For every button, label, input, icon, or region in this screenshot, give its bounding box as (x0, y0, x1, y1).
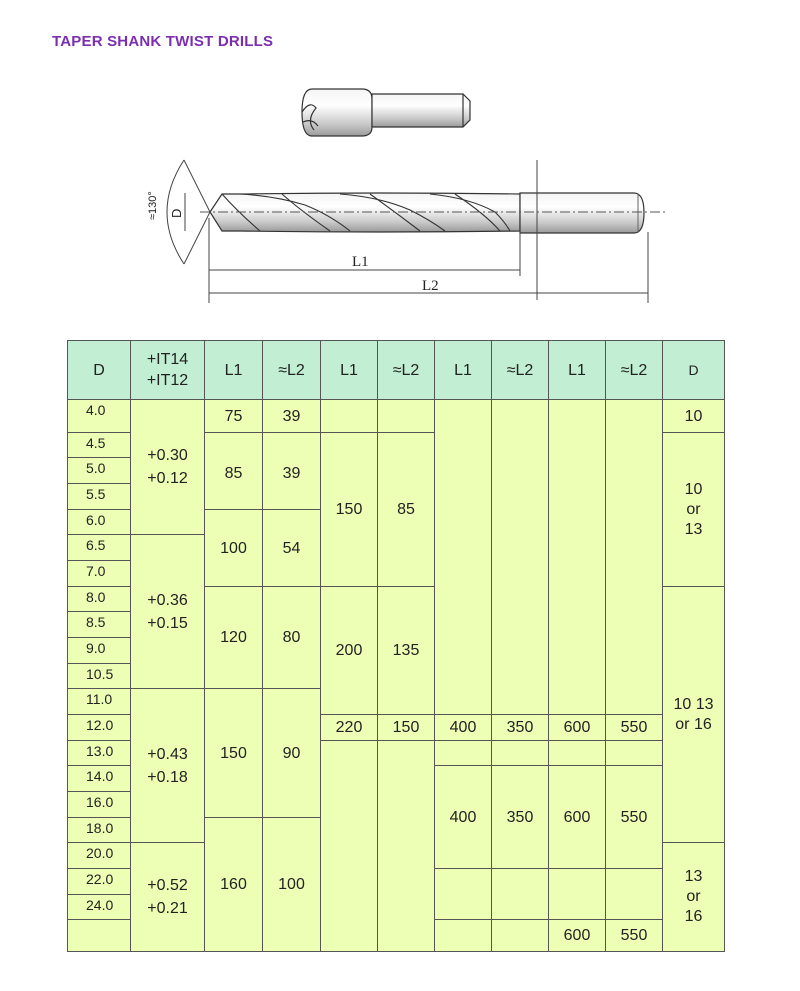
shank-d-cell: 10 or 13 (663, 433, 725, 587)
diameter-cell: 6.5 (68, 535, 131, 561)
empty-cell (606, 741, 663, 766)
header-l2: ≈L2 (606, 341, 663, 400)
empty-cell (435, 920, 492, 952)
header-l1: L1 (549, 341, 606, 400)
l1-cell: 100 (205, 510, 263, 587)
l2-cell: 100 (263, 818, 321, 952)
empty-cell (435, 400, 492, 715)
shank-d-cell: 13 or 16 (663, 843, 725, 952)
l1-cell: 200 (321, 587, 378, 715)
empty-cell (549, 741, 606, 766)
l1-cell: 600 (549, 920, 606, 952)
l2-cell: 85 (378, 433, 435, 587)
l1-cell: 600 (549, 766, 606, 869)
empty-cell (549, 869, 606, 920)
diameter-cell: 24.0 (68, 895, 131, 920)
diameter-cell: 10.5 (68, 664, 131, 689)
l1-label: L1 (352, 254, 369, 270)
header-l1: L1 (321, 341, 378, 400)
l1-cell: 150 (205, 689, 263, 818)
diameter-cell: 8.0 (68, 587, 131, 612)
l2-label: L2 (422, 278, 439, 294)
empty-cell (492, 920, 549, 952)
l2-cell: 350 (492, 766, 549, 869)
tolerance-cell: +0.52 +0.21 (131, 843, 205, 952)
empty-cell (492, 869, 549, 920)
drill-spec-table (67, 340, 725, 952)
l1-cell: 120 (205, 587, 263, 689)
empty-cell (321, 400, 378, 433)
diameter-cell: 22.0 (68, 869, 131, 895)
diameter-cell: 5.5 (68, 484, 131, 510)
drill-drawing (0, 0, 800, 330)
empty-cell (378, 400, 435, 433)
diameter-cell: 7.0 (68, 561, 131, 587)
header-l1: L1 (205, 341, 263, 400)
empty-cell (606, 869, 663, 920)
drill-main-view (200, 193, 668, 233)
l2-cell: 350 (492, 715, 549, 741)
diameter-cell: 6.0 (68, 510, 131, 535)
diameter-cell: 14.0 (68, 766, 131, 792)
empty-cell (492, 741, 549, 766)
tolerance-cell: +0.43 +0.18 (131, 689, 205, 843)
diameter-cell: 16.0 (68, 792, 131, 818)
l1-cell: 220 (321, 715, 378, 741)
diameter-label: D (169, 208, 184, 218)
l2-cell: 550 (606, 766, 663, 869)
header-l2: ≈L2 (263, 341, 321, 400)
diameter-cell: 5.0 (68, 458, 131, 484)
empty-cell (435, 741, 492, 766)
header-d: D (68, 341, 131, 400)
diameter-cell: 12.0 (68, 715, 131, 741)
l2-cell: 39 (263, 433, 321, 510)
angle-label: ≈130° (147, 191, 159, 220)
header-l1: L1 (435, 341, 492, 400)
header-tolerance: +IT14 +IT12 (131, 341, 205, 400)
l2-cell: 39 (263, 400, 321, 433)
shank-d-cell: 10 13 or 16 (663, 587, 725, 843)
diameter-cell: 4.0 (68, 400, 131, 433)
l1-cell: 85 (205, 433, 263, 510)
l2-cell: 90 (263, 689, 321, 818)
l2-cell: 150 (378, 715, 435, 741)
diameter-cell: 13.0 (68, 741, 131, 766)
diameter-cell (68, 920, 131, 952)
diameter-cell: 4.5 (68, 433, 131, 458)
tolerance-cell: +0.30 +0.12 (131, 400, 205, 535)
l1-cell: 75 (205, 400, 263, 433)
empty-cell (549, 400, 606, 715)
shank-d-cell: 10 (663, 400, 725, 433)
l1-cell: 160 (205, 818, 263, 952)
diameter-cell: 8.5 (68, 612, 131, 638)
header-row (68, 341, 725, 400)
drill-side-view (302, 89, 470, 136)
l1-cell: 400 (435, 766, 492, 869)
l1-cell: 150 (321, 433, 378, 587)
diameter-cell: 20.0 (68, 843, 131, 869)
header-l2: ≈L2 (378, 341, 435, 400)
l2-cell: 135 (378, 587, 435, 715)
l1-cell: 600 (549, 715, 606, 741)
empty-cell (435, 869, 492, 920)
header-l2: ≈L2 (492, 341, 549, 400)
l2-cell: 550 (606, 715, 663, 741)
tolerance-cell: +0.36 +0.15 (131, 535, 205, 689)
empty-cell (378, 741, 435, 952)
page-title: TAPER SHANK TWIST DRILLS (52, 33, 274, 50)
l2-cell: 54 (263, 510, 321, 587)
diameter-cell: 11.0 (68, 689, 131, 715)
empty-cell (321, 741, 378, 952)
empty-cell (606, 400, 663, 715)
l2-cell: 80 (263, 587, 321, 689)
l2-cell: 550 (606, 920, 663, 952)
diameter-cell: 9.0 (68, 638, 131, 664)
l1-cell: 400 (435, 715, 492, 741)
header-d-right: D (663, 341, 725, 400)
empty-cell (492, 400, 549, 715)
diameter-cell: 18.0 (68, 818, 131, 843)
